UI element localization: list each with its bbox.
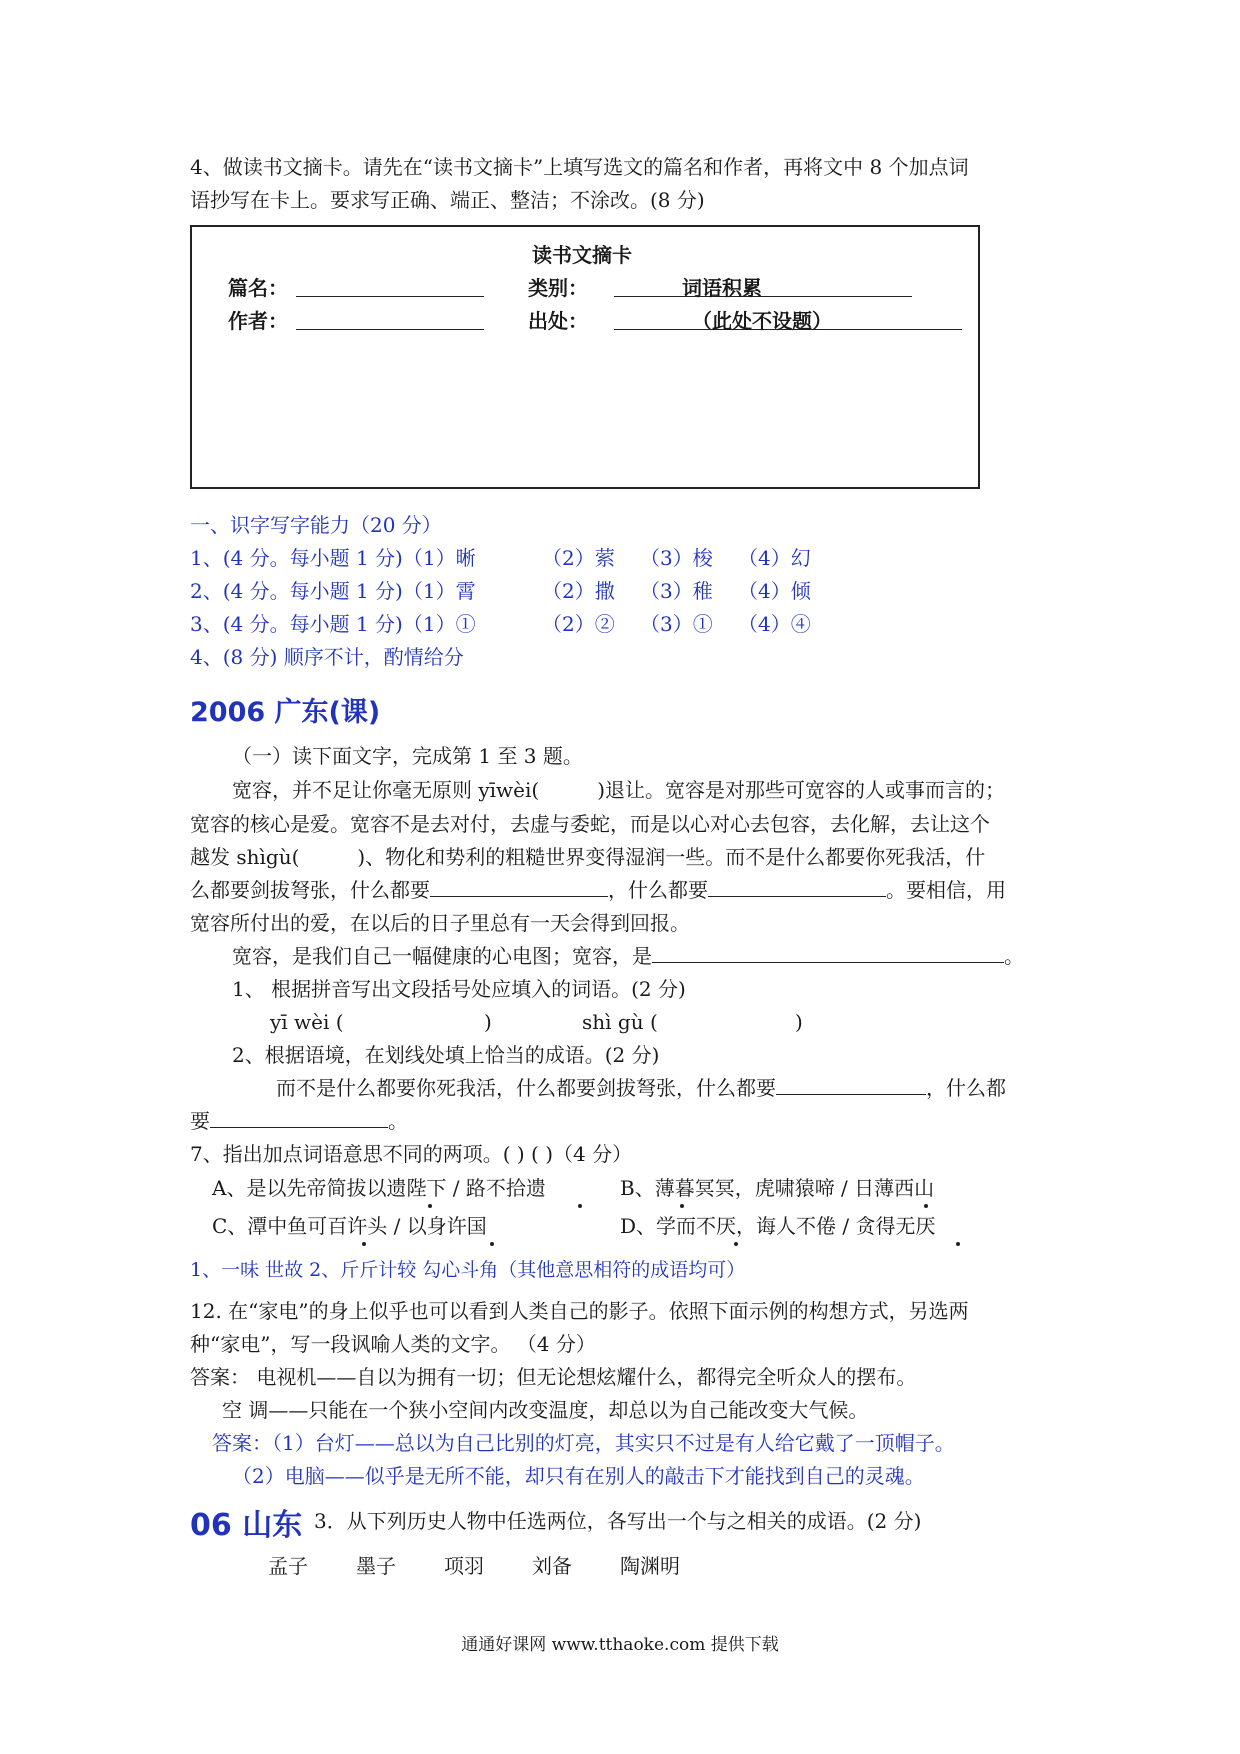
section-heading-shandong: 06 山东 <box>190 1508 303 1543</box>
s2006-p6: 宽容，是我们自己一幅健康的心电图；宽容，是 。 <box>232 944 1024 968</box>
person-4: 刘备 <box>532 1554 572 1578</box>
q7-stem: 7、指出加点词语意思不同的两项。( ) ( )（4 分） <box>190 1142 633 1166</box>
card-zuozhe-label: 作者： <box>228 309 288 333</box>
person-3: 项羽 <box>444 1554 484 1578</box>
section-heading-2006: 2006 广东(课) <box>190 697 381 728</box>
q7-option-d: D、学而不厌，诲人不倦 / 贪得无厌 <box>620 1214 936 1238</box>
card-leibie-value: 词语积累 <box>682 276 762 300</box>
q12-line1: 12. 在“家电”的身上似乎也可以看到人类自己的影子。依照下面示例的构想方式，另选两 <box>190 1299 969 1323</box>
card-chuchu-value: （此处不设题） <box>692 309 832 333</box>
card-chuchu-label: 出处： <box>528 309 588 333</box>
q12-answer2: （2）电脑——似乎是无所不能，却只有在别人的敲击下才能找到自己的灵魂。 <box>232 1464 925 1488</box>
person-1: 孟子 <box>268 1554 308 1578</box>
answers1-row2-a2: （2）撒 <box>542 579 615 603</box>
answers1-row4: 4、(8 分) 顺序不计，酌情给分 <box>190 645 464 669</box>
answers1-row3-a4: （4）④ <box>738 612 811 636</box>
s2006-q2-line2: 要 。 <box>190 1109 408 1133</box>
answers1-row3-a2: （2）② <box>542 612 615 636</box>
answers1-row1-a4: （4）幻 <box>738 546 811 570</box>
s2006-pinyin2: shì gù ( <box>582 1010 658 1034</box>
s2006-q2-line1: 而不是什么都要你死我活，什么都要剑拔弩张，什么都要 ，什么都 <box>276 1076 1006 1100</box>
card-pianming-label: 篇名： <box>228 276 288 300</box>
person-2: 墨子 <box>356 1554 396 1578</box>
footer: 通通好课网 www.tthaoke.com 提供下载 <box>461 1635 779 1655</box>
s2006-pinyin1-close: ) <box>484 1010 492 1034</box>
card-title: 读书文摘卡 <box>532 243 632 267</box>
answers1-row2-label: 2、(4 分。每小题 1 分)（1）霄 <box>190 579 476 603</box>
answers1-row2-a4: （4）倾 <box>738 579 811 603</box>
card-leibie-label: 类别： <box>528 276 588 300</box>
q7-option-b: B、薄暮冥冥，虎啸猿啼 / 日薄西山 <box>620 1176 935 1200</box>
answers1-row2-a3: （3）稚 <box>640 579 713 603</box>
answers1-row3-a3: （3）① <box>640 612 713 636</box>
q12-example2: 空 调——只能在一个狭小空间内改变温度，却总以为自己能改变大气候。 <box>222 1398 869 1422</box>
shandong-q3: 3．从下列历史人物中任选两位，各写出一个与之相关的成语。(2 分) <box>314 1509 922 1533</box>
s2006-pinyin1: yī wèi ( <box>270 1010 344 1034</box>
s2006-p2: 宽容的核心是爱。宽容不是去对付，去虚与委蛇，而是以心对心去包容，去化解，去让这个 <box>190 812 990 836</box>
s2006-p4: 么都要剑拔弩张，什么都要 ，什么都要 。要相信，用 <box>190 878 1006 902</box>
q12-line2: 种“家电”，写一段讽喻人类的文字。 （4 分） <box>190 1332 596 1356</box>
answers1-row1-a3: （3）梭 <box>640 546 713 570</box>
answers1-row3-label: 3、(4 分。每小题 1 分)（1）① <box>190 612 476 636</box>
s2006-p3: 越发 shìgù( )、物化和势利的粗糙世界变得湿润一些。而不是什么都要你死我活，什 <box>190 845 986 869</box>
answers1-heading: 一、识字写字能力（20 分） <box>190 513 442 537</box>
q4-line1: 4、做读书文摘卡。请先在“读书文摘卡”上填写选文的篇名和作者，再将文中 8 个加点词 <box>190 155 969 179</box>
s2006-q1: 1、 根据拼音写出文段括号处应填入的词语。(2 分) <box>232 977 686 1001</box>
q12-example1: 答案： 电视机——自以为拥有一切；但无论想炫耀什么，都得完全听众人的摆布。 <box>190 1365 917 1389</box>
s2006-p5: 宽容所付出的爱，在以后的日子里总有一天会得到回报。 <box>190 911 690 935</box>
answer2: 1、一味 世故 2、斤斤计较 勾心斗角（其他意思相符的成语均可） <box>190 1259 746 1281</box>
q7-option-a: A、是以先帝简拔以遗陛下 / 路不拾遗 <box>212 1176 546 1200</box>
answers1-row1-label: 1、(4 分。每小题 1 分)（1）晰 <box>190 546 476 570</box>
q12-answer1: 答案：（1）台灯——总以为自己比别的灯亮，其实只不过是有人给它戴了一顶帽子。 <box>212 1431 955 1455</box>
s2006-q2: 2、根据语境，在划线处填上恰当的成语。(2 分) <box>232 1043 660 1067</box>
q4-line2: 语抄写在卡上。要求写正确、端正、整洁；不涂改。(8 分) <box>190 188 705 212</box>
person-5: 陶渊明 <box>620 1554 680 1578</box>
s2006-pinyin2-close: ) <box>795 1010 803 1034</box>
s2006-p1: 宽容，并不足让你毫无原则 yīwèi( )退让。宽容是对那些可宽容的人或事而言的； <box>232 778 1006 802</box>
answers1-row1-a2: （2）萦 <box>542 546 615 570</box>
s2006-intro: （一）读下面文字，完成第 1 至 3 题。 <box>232 744 583 768</box>
q7-option-c: C、潭中鱼可百许头 / 以身许国 <box>212 1214 487 1238</box>
